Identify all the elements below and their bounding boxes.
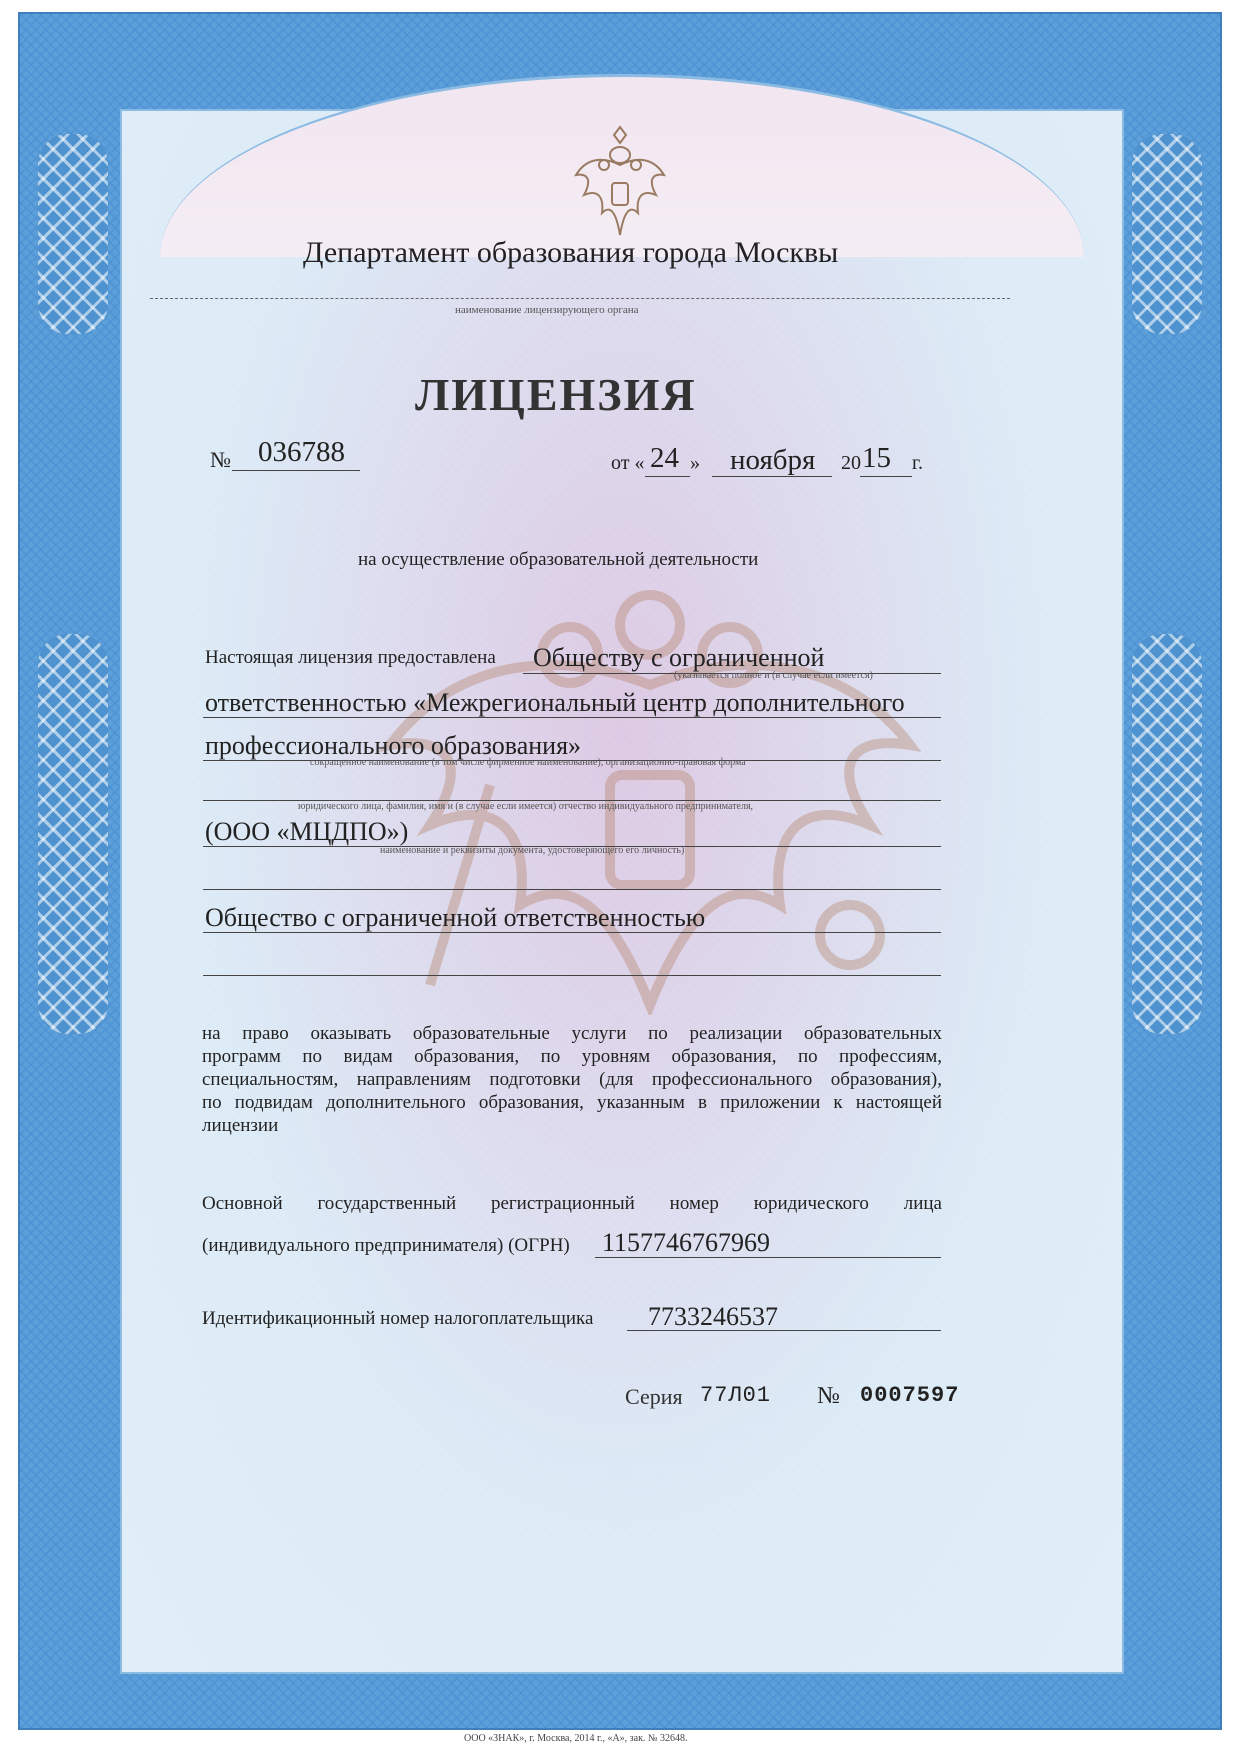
date-year-suffix: г. <box>912 452 923 474</box>
licensee-legal-form: Общество с ограниченной ответственностью <box>205 903 706 932</box>
document-title: ЛИЦЕНЗИЯ <box>415 369 697 420</box>
day-underline <box>645 476 690 477</box>
series-number-prefix: № <box>817 1383 840 1409</box>
scope-line: специальностям, направлениям подготовки (для профессионального образования), <box>202 1069 942 1090</box>
issuer-caption: наименование лицензирующего органа <box>455 304 639 316</box>
date-day-suffix: » <box>690 452 700 474</box>
license-scope-paragraph <box>202 1022 942 1137</box>
left-ornament <box>38 634 108 1034</box>
date-month: ноября <box>730 444 816 476</box>
date-prefix: от « <box>611 452 645 474</box>
licensee-underline-7 <box>203 932 941 933</box>
series-number: 0007597 <box>860 1383 960 1408</box>
number-underline <box>232 470 360 471</box>
printer-note: ООО «ЗНАК», г. Москва, 2014 г., «А», зак. № 32648. <box>464 1733 688 1744</box>
granted-label: Настоящая лицензия предоставлена <box>205 647 496 668</box>
licensee-underline-8 <box>203 975 941 976</box>
caption-short-name: сокращенное наименование (в том числе фирменное наименование), организационно-правовая форма <box>310 757 746 768</box>
date-day: 24 <box>650 442 679 474</box>
date-year: 15 <box>862 442 891 474</box>
caption-legal-entity: юридического лица, фамилия, имя и (в случае если имеется) отчество индивидуального предпринимателя, <box>298 801 754 812</box>
inn-label: Идентификационный номер налогоплательщика <box>202 1308 594 1329</box>
license-number: 036788 <box>258 436 345 468</box>
top-right-ornament <box>1132 134 1202 334</box>
scope-line: на право оказывать образовательные услуги по реализации образовательных <box>202 1023 942 1044</box>
ogrn-value: 1157746767969 <box>602 1228 771 1257</box>
top-left-ornament <box>38 134 108 334</box>
licensee-name-line-3: профессионального образования» <box>205 731 582 760</box>
licensee-underline-2 <box>203 717 941 718</box>
caption-identity-document: наименование и реквизиты документа, удостоверяющего его личность) <box>380 845 685 856</box>
scope-line: программ по видам образования, по уровням образования, по профессиям, <box>202 1046 942 1067</box>
right-ornament <box>1132 634 1202 1034</box>
year-underline <box>860 476 912 477</box>
scope-line: лицензии <box>202 1115 279 1136</box>
ogrn-label-line-2: (индивидуального предпринимателя) (ОГРН) <box>202 1235 570 1256</box>
license-purpose: на осуществление образовательной деятельности <box>358 549 759 570</box>
series-label: Серия <box>625 1384 683 1409</box>
issuer-underline <box>150 298 1010 299</box>
issuer-name: Департамент образования города Москвы <box>303 236 839 269</box>
licensee-name-line-2: ответственностью «Межрегиональный центр дополнительного <box>205 688 905 717</box>
month-underline <box>712 476 832 477</box>
ogrn-underline <box>595 1257 941 1258</box>
date-year-prefix: 20 <box>841 452 861 474</box>
scope-line: по подвидам дополнительного образования, указанным в приложении к настоящей <box>202 1092 942 1113</box>
number-prefix: № <box>210 447 231 472</box>
inn-underline <box>627 1330 941 1331</box>
coat-of-arms-icon <box>570 125 670 245</box>
series-value: 77Л01 <box>700 1383 772 1408</box>
inn-value: 7733246537 <box>648 1302 778 1331</box>
caption-full-name: (указывается полное и (в случае если имеется) <box>674 670 873 681</box>
licensee-name-line-1: Обществу с ограниченной <box>533 643 825 672</box>
ogrn-label-line-1: Основной государственный регистрационный номер юридического лица <box>202 1193 942 1214</box>
licensee-underline-6 <box>203 889 941 890</box>
licensee-short-name: (ООО «МЦДПО») <box>205 817 409 846</box>
